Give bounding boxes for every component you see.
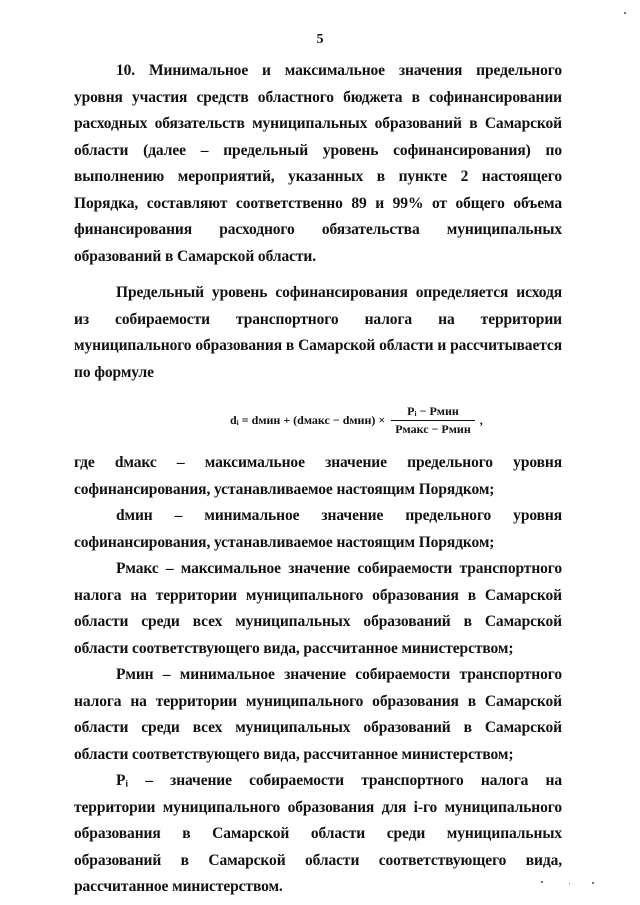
definition-d-min: dмин – минимальное значение предельного уровня софинансирования, устанавливаемое настоящим Порядком;: [74, 507, 562, 551]
definition-p-max: Pмакс – максимальное значение собираемости транспортного налога на территории муниципального образования в Самарской области среди всех муниципальных образований в Самарской области соответствующего вида, рассчитанное министерством;: [74, 560, 562, 657]
definition-p-i: Pᵢ – значение собираемости транспортного налога на территории муниципального образования для i-го муниципального образования в Самарской области среди муниципальных образований в Самарской области соответствующего вида, рассчитанное министерством.: [74, 772, 562, 895]
definition-d-max: где dмакс – максимальное значение предельного уровня софинансирования, устанавливаемое настоящим Порядком;: [74, 454, 562, 498]
formula-suffix: ,: [479, 413, 483, 427]
cofinancing-formula: [230, 404, 483, 437]
scan-speck: [624, 12, 626, 14]
document-body: [74, 58, 562, 901]
formula-denominator: Pмакс − Pмин: [395, 422, 471, 436]
definition-p-min: Pмин – минимальное значение собираемости транспортного налога на территории муниципального образования в Самарской области среди всех муниципальных образований в Самарской области соответствующего вида, рассчитанное министерством;: [74, 666, 562, 763]
scan-speck: [541, 881, 543, 883]
scan-speck: [569, 883, 570, 884]
paragraph-formula-intro: Предельный уровень софинансирования определяется исходя из собираемости транспортного налога на территории муниципального образования в Самарской области и рассчитывается по формуле: [74, 284, 562, 381]
formula-block: [74, 386, 562, 450]
formula-lhs: dᵢ = dмин + (dмакс − dмин) ×: [230, 413, 386, 427]
paragraph-min-max-levels: 10. Минимальное и максимальное значения предельного уровня участия средств областного бюджета в софинансировании расходных обязательств муниципальных образований в Самарской области (далее – предельный уровень софинансирования) по выполнению мероприятий, указанных в пункте 2 настоящего Порядка, составляют соответственно 89 и 99% от общего объема финансирования расходного обязательства муниципальных образований в Самарской области.: [74, 62, 562, 265]
page-number: 5: [316, 32, 324, 47]
scan-speck: [592, 882, 594, 884]
formula-numerator: Pᵢ − Pмин: [391, 404, 475, 421]
formula-fraction: [391, 404, 475, 437]
